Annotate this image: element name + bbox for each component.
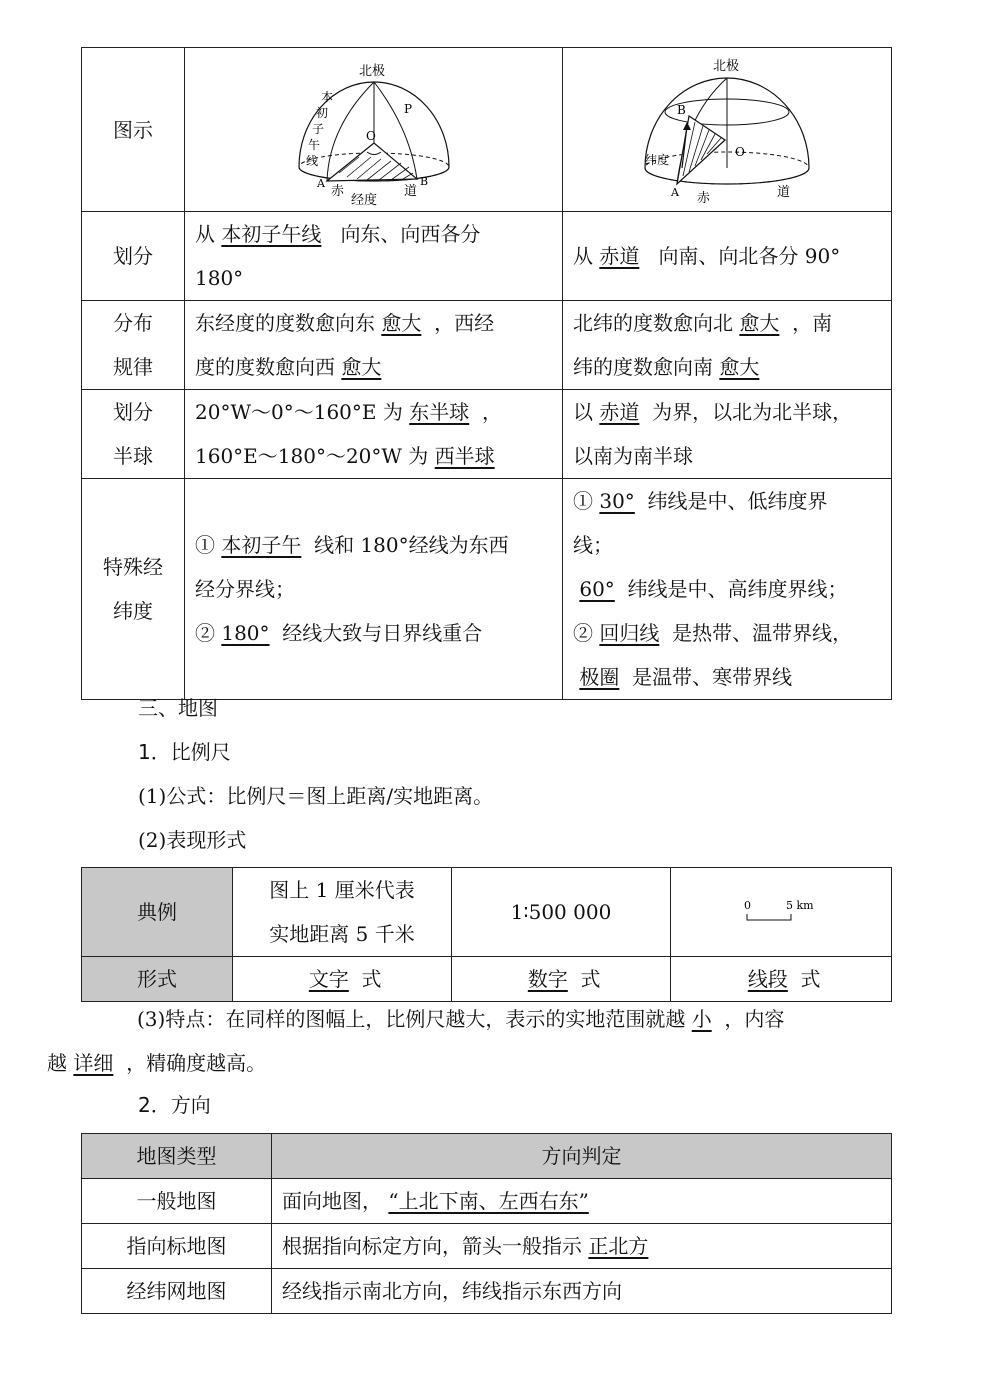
lon-distribution-cell: 东经度的度数愈向东 愈大 ，西经 度的度数愈向西 愈大 xyxy=(185,301,563,390)
answer-blank: 数字 xyxy=(527,967,568,991)
answer-blank: 愈大 xyxy=(381,311,422,335)
answer-blank: 小 xyxy=(691,1007,712,1031)
lat-division-cell: 从 赤道 向南、向北各分 90° xyxy=(563,212,892,301)
longitude-diagram xyxy=(289,57,459,207)
bar-scale-example xyxy=(671,868,892,957)
row-label-distribution: 分布 规律 xyxy=(82,301,185,390)
form-number: 数字 式 xyxy=(452,957,671,1002)
answer-blank: 线段 xyxy=(747,967,788,991)
lat-distribution-cell: 北纬的度数愈向北 愈大 ，南 纬的度数愈向南 愈大 xyxy=(563,301,892,390)
prime-meridian-char: 初 xyxy=(315,105,328,120)
lon-division-cell: 从 本初子午线 向东、向西各分 180° xyxy=(185,212,563,301)
longitude-diagram-cell xyxy=(185,48,563,212)
lon-hemisphere-cell: 20°W～0°～160°E 为 东半球 ， 160°E～180°～20°W 为 西半球 xyxy=(185,390,563,479)
equator-char: 赤 xyxy=(697,190,711,206)
latitude-diagram-cell xyxy=(563,48,892,212)
scale-forms-heading: (2)表现形式 xyxy=(138,828,247,852)
row-label-form: 形式 xyxy=(82,957,233,1002)
point-p-label: P xyxy=(403,101,412,116)
point-a-label: A xyxy=(671,185,679,199)
answer-blank: 正北方 xyxy=(588,1234,649,1258)
answer-blank: 180° xyxy=(221,621,270,645)
answer-blank: 愈大 xyxy=(719,355,760,379)
lon-lat-table xyxy=(81,47,892,700)
answer-blank: “上北下南、左西右东” xyxy=(388,1189,589,1213)
latitude-label: 纬度 xyxy=(645,152,670,167)
answer-blank: 60° xyxy=(579,577,615,601)
map-type: 经纬网地图 xyxy=(82,1269,272,1314)
scale-formula: (1)公式：比例尺＝图上距离/实地距离。 xyxy=(138,784,494,808)
svg-text:0: 0 xyxy=(744,899,751,912)
answer-blank: 本初子午线 xyxy=(221,222,322,246)
direction-rule: 经线指示南北方向，纬线指示东西方向 xyxy=(272,1269,892,1314)
prime-meridian-char: 子 xyxy=(311,121,324,136)
answer-blank: 极圈 xyxy=(579,665,620,689)
answer-blank: 愈大 xyxy=(739,311,780,335)
scale-forms-table xyxy=(81,867,892,1002)
row-label-diagram: 图示 xyxy=(82,48,185,212)
form-text: 文字 式 xyxy=(233,957,452,1002)
lat-hemisphere-cell: 以 赤道 为界，以北为北半球， 以南为南半球 xyxy=(563,390,892,479)
answer-blank: 本初子午 xyxy=(221,533,302,557)
row-label-example: 典例 xyxy=(82,868,233,957)
answer-blank: 赤道 xyxy=(599,244,640,268)
answer-blank: 赤道 xyxy=(599,400,640,424)
numeric-scale-example: 1∶500 000 xyxy=(452,868,671,957)
equator-char: 道 xyxy=(777,184,791,200)
center-o-label: O xyxy=(735,144,745,159)
map-type: 一般地图 xyxy=(82,1179,272,1224)
direction-rule: 根据指向标定方向，箭头一般指示 正北方 xyxy=(272,1224,892,1269)
answer-blank: 愈大 xyxy=(341,355,382,379)
answer-blank: 西半球 xyxy=(434,444,495,468)
point-a-label: A xyxy=(316,176,325,190)
equator-char: 赤 xyxy=(330,183,344,199)
direction-table xyxy=(81,1133,892,1314)
prime-meridian-char: 午 xyxy=(307,137,320,152)
answer-blank: 文字 xyxy=(308,967,349,991)
map-type: 指向标地图 xyxy=(82,1224,272,1269)
row-label-division: 划分 xyxy=(82,212,185,301)
north-pole-label: 北极 xyxy=(713,58,740,74)
header-direction: 方向判定 xyxy=(272,1134,892,1179)
answer-blank: 东半球 xyxy=(409,400,470,424)
form-bar: 线段 式 xyxy=(671,957,892,1002)
center-o-label: O xyxy=(365,128,376,143)
longitude-label: 经度 xyxy=(350,192,377,207)
section-heading-map: 三、地图 xyxy=(138,696,218,720)
heading-direction: 2．方向 xyxy=(138,1093,211,1117)
scale-bar xyxy=(741,897,821,927)
lon-special-cell: ① 本初子午 线和 180°经线为东西 经分界线； ② 180° 经线大致与日界线重合 xyxy=(185,479,563,700)
point-b-label: B xyxy=(419,174,428,188)
north-pole-label: 北极 xyxy=(358,63,385,79)
equator-char: 道 xyxy=(403,183,417,199)
answer-blank: 30° xyxy=(599,489,635,513)
header-map-type: 地图类型 xyxy=(82,1134,272,1179)
lat-special-cell: ① 30° 纬线是中、低纬度界 线； 60° 纬线是中、高纬度界线； ② 回归线 是热带、温带界线， 极圈 是温带、寒带界线 xyxy=(563,479,892,700)
svg-text:5 km: 5 km xyxy=(786,899,814,912)
direction-rule: 面向地图， “上北下南、左西右东” xyxy=(272,1179,892,1224)
row-label-special: 特殊经 纬度 xyxy=(82,479,185,700)
answer-blank: 回归线 xyxy=(599,621,660,645)
prime-meridian-char: 本 xyxy=(320,89,333,104)
point-b-label: B xyxy=(677,102,686,117)
row-label-hemisphere: 划分 半球 xyxy=(82,390,185,479)
heading-scale: 1．比例尺 xyxy=(138,740,231,764)
text-scale-example: 图上 1 厘米代表 实地距离 5 千米 xyxy=(233,868,452,957)
scale-characteristics: (3)特点：在同样的图幅上，比例尺越大，表示的实地范围就越 小 ，内容 越 详细 ，精确度越高。 xyxy=(47,1007,785,1075)
answer-blank: 详细 xyxy=(73,1051,114,1075)
prime-meridian-char: 线 xyxy=(305,153,318,168)
latitude-diagram xyxy=(637,56,817,206)
